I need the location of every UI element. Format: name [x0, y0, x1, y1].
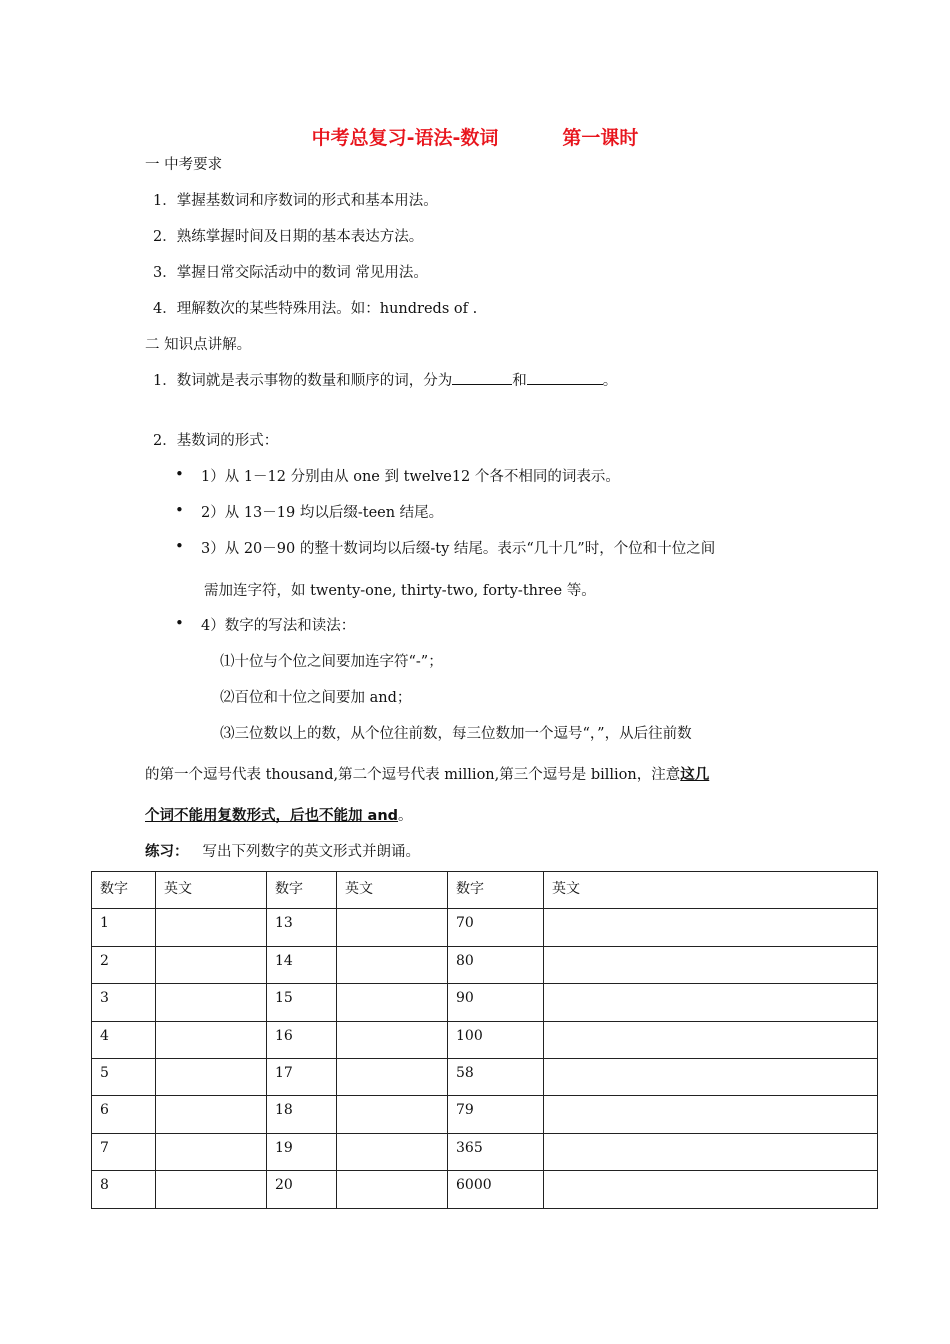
requirement-item: 3．掌握日常交际活动中的数词 常见用法。 — [153, 265, 428, 281]
answer-cell[interactable] — [544, 984, 878, 1021]
table-header: 英文 — [544, 872, 878, 909]
answer-cell[interactable] — [337, 1096, 448, 1133]
table-header: 数字 — [92, 872, 156, 909]
number-cell: 58 — [448, 1058, 544, 1095]
number-cell: 70 — [448, 909, 544, 946]
table-header: 数字 — [448, 872, 544, 909]
cardinal-heading: 2．基数词的形式： — [153, 433, 279, 449]
answer-cell[interactable] — [337, 909, 448, 946]
answer-cell[interactable] — [544, 1133, 878, 1170]
exercise-instruction: 写出下列数字的英文形式并朗诵。 — [202, 844, 420, 860]
definition-suffix: 。 — [602, 373, 618, 389]
answer-cell[interactable] — [156, 946, 267, 983]
page-title — [0, 123, 950, 150]
number-cell: 2 — [92, 946, 156, 983]
bullet-item: 2）从 13－19 均以后缀-teen 结尾。 — [201, 505, 444, 521]
bullet-item: 1）从 1－12 分别由从 one 到 twelve12 个各不相同的词表示。 — [201, 469, 620, 485]
bullet-item: 3）从 20－90 的整十数词均以后缀-ty 结尾。表示“几十几”时，个位和十位之间 — [201, 541, 716, 557]
rule-emphasis: 个词不能用复数形式，后也不能加 and — [145, 808, 399, 824]
answer-cell[interactable] — [544, 946, 878, 983]
table-header: 英文 — [337, 872, 448, 909]
rule-continuation — [145, 763, 709, 784]
answer-cell[interactable] — [337, 1058, 448, 1095]
number-cell: 90 — [448, 984, 544, 1021]
number-cell: 79 — [448, 1096, 544, 1133]
number-cell: 100 — [448, 1021, 544, 1058]
answer-cell[interactable] — [156, 984, 267, 1021]
rule-item: ⑶三位数以上的数，从个位往前数，每三位数加一个逗号“，”，从后往前数 — [220, 726, 692, 742]
title-sub: 第一课时 — [562, 127, 639, 149]
bullet-item: 4）数字的写法和读法： — [201, 618, 356, 634]
bullet-dot: • — [175, 614, 184, 632]
bullet-dot: • — [175, 465, 184, 483]
table-header: 数字 — [267, 872, 337, 909]
rule-item: ⑵百位和十位之间要加 and； — [220, 690, 412, 706]
answer-cell[interactable] — [156, 1133, 267, 1170]
number-cell: 17 — [267, 1058, 337, 1095]
definition-middle: 和 — [512, 373, 527, 389]
definition-item — [153, 369, 617, 390]
answer-cell[interactable] — [544, 1058, 878, 1095]
table-row — [92, 1021, 878, 1058]
table-row — [92, 1171, 878, 1208]
title-main: 中考总复习-语法-数词 — [311, 127, 499, 149]
table-header-row — [92, 872, 878, 909]
answer-cell[interactable] — [544, 1096, 878, 1133]
exercise-label: 练习： — [145, 844, 189, 860]
table-row — [92, 909, 878, 946]
rule-continuation-2 — [145, 804, 413, 825]
rule-end: 。 — [398, 808, 413, 824]
number-cell: 14 — [267, 946, 337, 983]
bullet-dot: • — [175, 501, 184, 519]
answer-cell[interactable] — [544, 1021, 878, 1058]
answer-blank[interactable] — [527, 370, 603, 385]
answer-cell[interactable] — [156, 1096, 267, 1133]
number-cell: 365 — [448, 1133, 544, 1170]
number-cell: 13 — [267, 909, 337, 946]
table-header: 英文 — [156, 872, 267, 909]
number-cell: 4 — [92, 1021, 156, 1058]
answer-cell[interactable] — [156, 909, 267, 946]
answer-cell[interactable] — [337, 1021, 448, 1058]
table-row — [92, 1096, 878, 1133]
table-row — [92, 946, 878, 983]
table-row — [92, 1058, 878, 1095]
number-cell: 8 — [92, 1171, 156, 1208]
requirement-item: 1．掌握基数词和序数词的形式和基本用法。 — [153, 193, 438, 209]
number-cell: 19 — [267, 1133, 337, 1170]
definition-prefix: 1．数词就是表示事物的数量和顺序的词，分为 — [153, 373, 453, 389]
answer-cell[interactable] — [156, 1021, 267, 1058]
number-cell: 1 — [92, 909, 156, 946]
rule-emphasis: 这几 — [680, 767, 710, 783]
number-cell: 7 — [92, 1133, 156, 1170]
answer-cell[interactable] — [156, 1058, 267, 1095]
number-cell: 16 — [267, 1021, 337, 1058]
section2-heading: 二 知识点讲解。 — [145, 337, 252, 353]
answer-cell[interactable] — [337, 946, 448, 983]
bullet-dot: • — [175, 537, 184, 555]
exercise-line — [145, 840, 420, 861]
answer-cell[interactable] — [337, 1171, 448, 1208]
answer-cell[interactable] — [544, 1171, 878, 1208]
rule-item: ⑴十位与个位之间要加连字符“-”； — [220, 654, 443, 670]
section1-heading: 一 中考要求 — [145, 157, 223, 173]
number-cell: 20 — [267, 1171, 337, 1208]
number-cell: 80 — [448, 946, 544, 983]
answer-blank[interactable] — [452, 370, 512, 385]
number-cell: 3 — [92, 984, 156, 1021]
number-cell: 6 — [92, 1096, 156, 1133]
bullet-item-continuation: 需加连字符，如 twenty-one, thirty-two, forty-three 等。 — [204, 583, 596, 599]
rule-text: 的第一个逗号代表 thousand,第二个逗号代表 million,第三个逗号是 billion，注意 — [145, 767, 681, 783]
answer-cell[interactable] — [156, 1171, 267, 1208]
answer-cell[interactable] — [544, 909, 878, 946]
exercise-table — [91, 871, 878, 1209]
number-cell: 18 — [267, 1096, 337, 1133]
number-cell: 15 — [267, 984, 337, 1021]
number-cell: 6000 — [448, 1171, 544, 1208]
table-row — [92, 984, 878, 1021]
requirement-item: 4．理解数次的某些特殊用法。如：hundreds of . — [153, 301, 478, 317]
answer-cell[interactable] — [337, 984, 448, 1021]
table-row — [92, 1133, 878, 1170]
number-cell: 5 — [92, 1058, 156, 1095]
requirement-item: 2．熟练掌握时间及日期的基本表达方法。 — [153, 229, 424, 245]
answer-cell[interactable] — [337, 1133, 448, 1170]
